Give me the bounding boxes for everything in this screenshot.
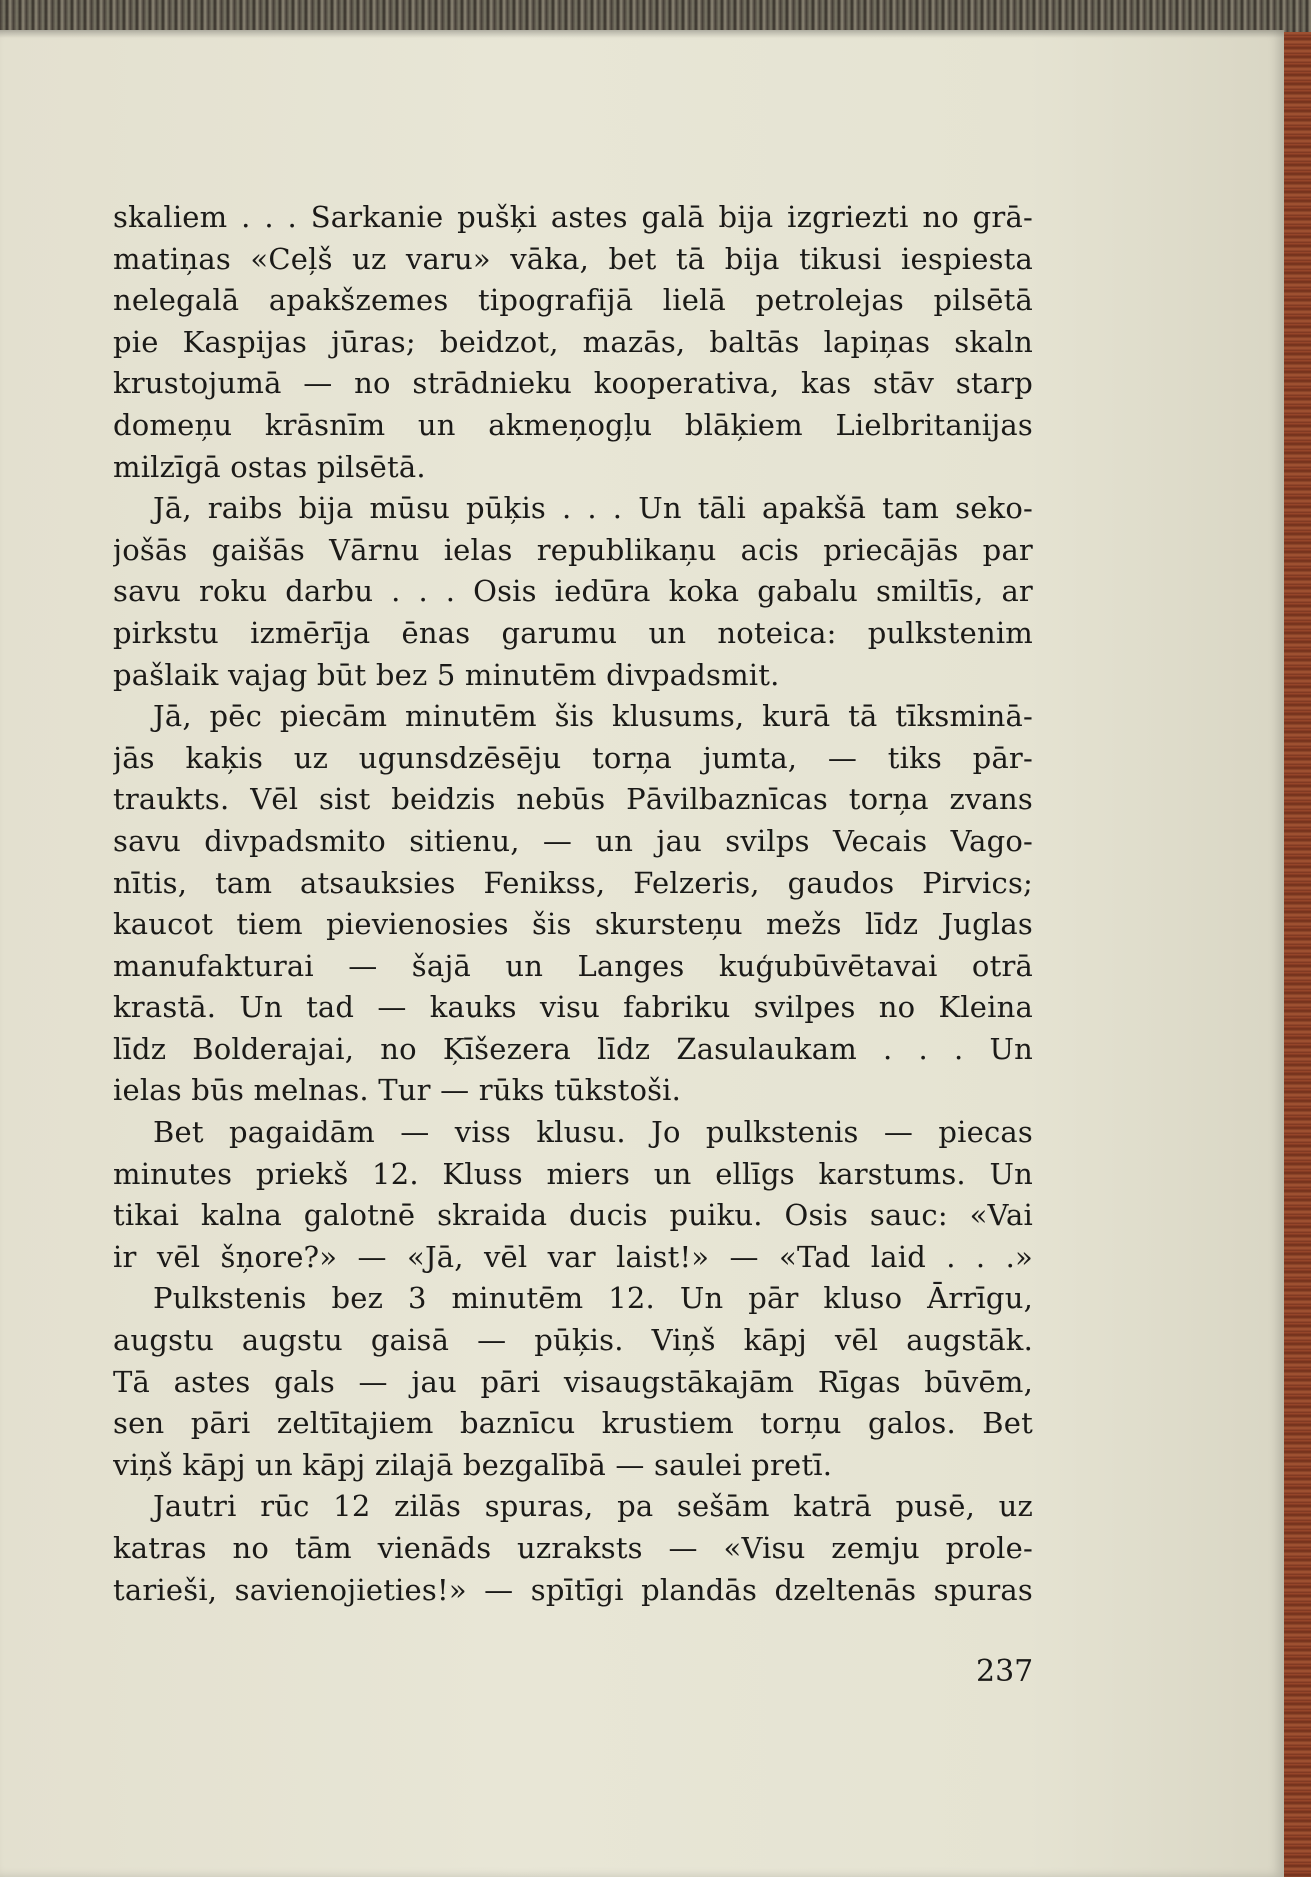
page-number: 237 [976, 1654, 1034, 1689]
page-shadow [0, 30, 1284, 38]
text-line: pie Kaspijas jūras; beidzot, mazās, baltās lapiņas skaln [113, 324, 1033, 359]
text-line: krustojumā — no strādnieku kooperativa, kas stāv starp [113, 366, 1033, 401]
text-line: minutes priekš 12. Kluss miers un ellīgs karstums. Un [113, 1156, 1033, 1191]
text-line: skaliem . . . Sarkanie pušķi astes galā bija izgriezti no grā- [113, 200, 1033, 234]
text-line: viņš kāpj un kāpj zilajā bezgalībā — saulei pretī. [113, 1447, 833, 1482]
book-binding-top [0, 0, 1311, 32]
text-line: traukts. Vēl sist beidzis nebūs Pāvilbaznīcas torņa zvans [113, 782, 1033, 817]
text-line: savu divpadsmito sitienu, — un jau svilps Vecais Vago- [113, 823, 1033, 858]
text-line: Bet pagaidām — viss klusu. Jo pulkstenis — piecas [153, 1115, 1033, 1150]
text-line: jās kaķis uz ugunsdzēsēju torņa jumta, — tiks pār- [113, 740, 1033, 775]
text-line: savu roku darbu . . . Osis iedūra koka gabalu smiltīs, ar [113, 574, 1033, 609]
text-line: tarieši, savienojieties!» — spītīgi plandās dzeltenās spuras [113, 1572, 1033, 1607]
text-line: Jā, raibs bija mūsu pūķis . . . Un tāli apakšā tam seko- [153, 491, 1033, 526]
text-line: milzīgā ostas pilsētā. [113, 449, 426, 484]
text-line: matiņas «Ceļš uz varu» vāka, bet tā bija tikusi iespiesta [113, 241, 1033, 276]
text-line: nelegalā apakšzemes tipografijā lielā petrolejas pilsētā [113, 283, 1033, 318]
text-line: pašlaik vajag būt bez 5 minutēm divpadsmit. [113, 657, 780, 692]
text-line: tikai kalna galotnē skraida ducis puiku. Osis sauc: «Vai [113, 1198, 1033, 1233]
text-line: pirkstu izmērīja ēnas garumu un noteica: pulkstenim [113, 615, 1033, 650]
body-text [113, 197, 1033, 1611]
text-line: manufakturai — šajā un Langes kuģubūvētavai otrā [113, 948, 1033, 983]
text-line: jošās gaišās Vārnu ielas republikaņu acis priecājās par [113, 532, 1033, 567]
text-line: domeņu krāsnīm un akmeņogļu blāķiem Lielbritanijas [113, 407, 1033, 442]
text-line: augstu augstu gaisā — pūķis. Viņš kāpj vēl augstāk. [113, 1323, 1033, 1358]
text-line: ielas būs melnas. Tur — rūks tūkstoši. [113, 1073, 682, 1108]
text-line: ir vēl šņore?» — «Jā, vēl var laist!» — «Tad laid . . .» [113, 1239, 1033, 1274]
text-line: kaucot tiem pievienosies šis skursteņu mežs līdz Juglas [113, 907, 1033, 942]
text-line: Tā astes gals — jau pāri visaugstākajām Rīgas būvēm, [113, 1364, 1033, 1399]
text-line: katras no tām vienāds uzraksts — «Visu zemju prole- [113, 1531, 1033, 1565]
text-line: krastā. Un tad — kauks visu fabriku svilpes no Kleina [113, 990, 1033, 1025]
text-line: Pulkstenis bez 3 minutēm 12. Un pār kluso Ārrīgu, [153, 1281, 1033, 1316]
text-line: sen pāri zeltītajiem baznīcu krustiem torņu galos. Bet [113, 1406, 1033, 1441]
text-line: Jā, pēc piecām minutēm šis klusums, kurā tā tīksminā- [153, 699, 1033, 734]
text-line: līdz Bolderajai, no Ķīšezera līdz Zasulaukam . . . Un [113, 1031, 1033, 1066]
text-line: Jautri rūc 12 zilās spuras, pa sešām katrā pusē, uz [153, 1489, 1033, 1524]
text-line: nītis, tam atsauksies Fenikss, Felzeris, gaudos Pirvics; [113, 865, 1033, 900]
